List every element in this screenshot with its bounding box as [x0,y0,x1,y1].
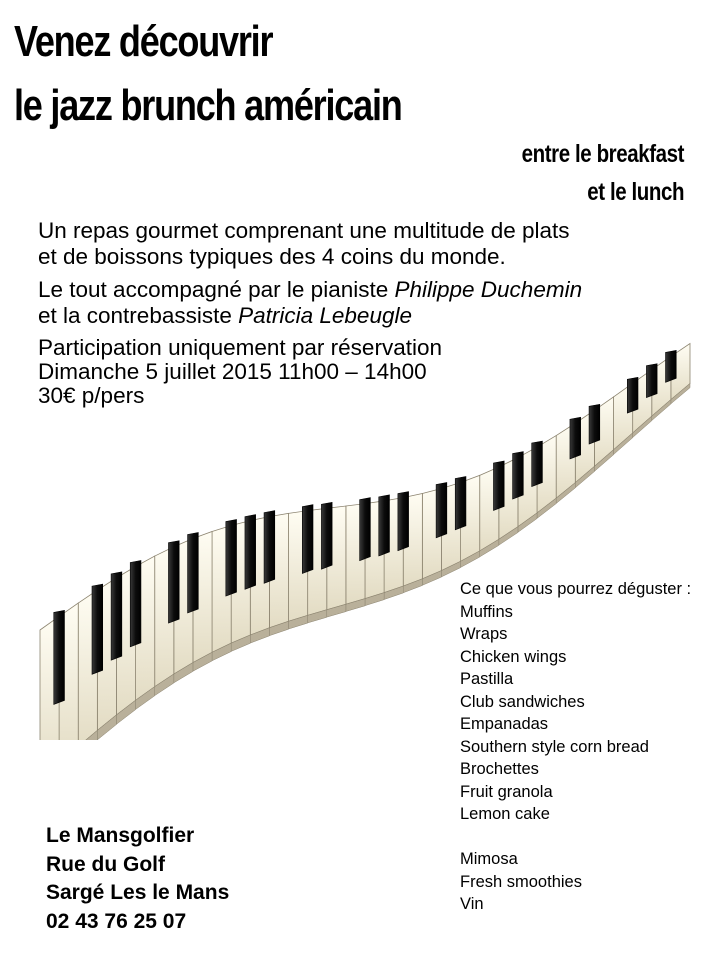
menu-item: Southern style corn bread [460,737,649,756]
menu-item: Empanadas [460,715,549,733]
black-key [111,572,122,660]
black-key [54,610,65,704]
menu-item: Muffins [460,602,513,621]
black-key [168,541,179,623]
black-key [455,476,466,529]
black-key [436,483,447,538]
title-line-2: le jazz brunch américain [14,81,402,130]
black-key [360,498,371,561]
black-key [264,511,275,584]
black-key [493,461,504,510]
description-paragraph-3 [38,336,698,408]
menu-item: Wraps [460,625,508,643]
reservation-note: Participation uniquement par réservation [38,335,442,360]
menu-spacer [460,826,720,849]
event-date: Dimanche 5 juillet 2015 11h00 – 14h00 [38,359,427,384]
menu-item: Pastilla [460,670,514,688]
description-line: Le tout accompagné par le pianiste [38,277,395,302]
event-description [38,218,698,415]
subtitle-line-1: entre le breakfast [521,140,684,168]
menu-item: Brochettes [460,760,539,778]
black-key [226,520,237,597]
black-key [398,492,409,551]
venue-street: Rue du Golf [46,852,165,876]
black-key [130,560,141,646]
description-paragraph-1 [38,218,698,270]
drink-item: Mimosa [460,850,518,868]
event-price: 30€ p/pers [38,383,145,408]
pianist-name: Philippe Duchemin [394,277,583,302]
description-paragraph-2 [38,277,698,329]
black-key [245,515,256,590]
black-key [92,584,103,674]
menu-item: Lemon cake [460,805,550,823]
black-key [379,495,390,556]
menu-item: Chicken wings [460,647,567,666]
venue-name: Le Mansgolfier [46,824,195,847]
menu-item: Fruit granola [460,782,553,801]
menu-heading: Ce que vous pourrez déguster : [460,580,692,598]
description-line: Un repas gourmet comprenant une multitude de plats [38,218,570,243]
black-key [302,505,313,574]
subtitle-line-2: et le lunch [587,178,684,206]
menu-item: Club sandwiches [460,692,585,711]
drink-item: Fresh smoothies [460,872,582,891]
drink-item: Vin [460,895,484,913]
bassist-name: Patricia Lebeugle [238,303,412,328]
description-line: et de boissons typiques des 4 coins du monde. [38,244,506,269]
venue-phone: 02 43 76 25 07 [46,909,187,933]
black-key [321,502,332,569]
venue-city: Sargé Les le Mans [46,881,230,904]
black-key [188,533,199,613]
black-key [532,441,543,487]
description-line: et la contrebassiste [38,303,239,328]
venue-address [46,822,229,936]
black-key [513,452,524,499]
title-line-1: Venez découvrir [14,17,273,66]
black-key [570,417,581,459]
menu-list [460,578,720,916]
